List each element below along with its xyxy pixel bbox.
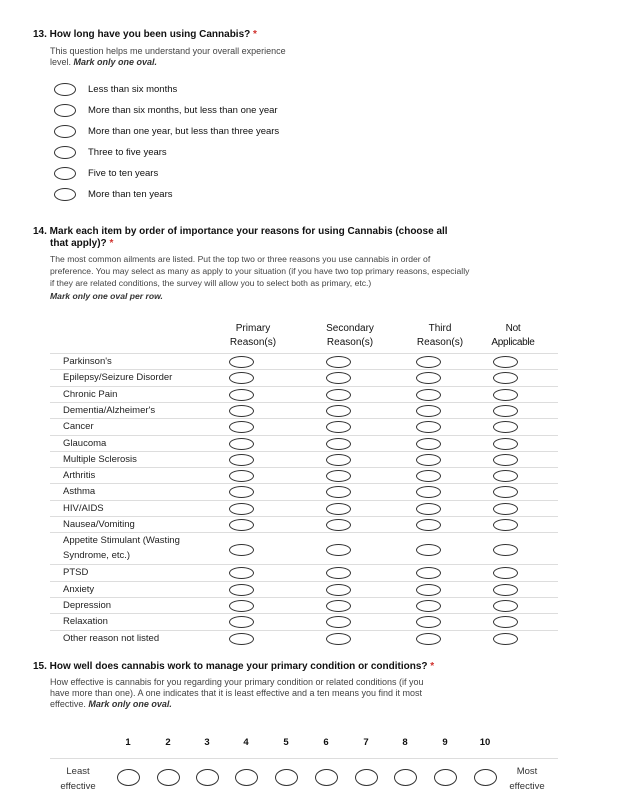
q14-row — [50, 386, 558, 402]
q14-row — [50, 581, 558, 597]
col-header-not-applicable: Not Applicable — [491, 323, 535, 348]
radio-oval[interactable] — [229, 519, 254, 531]
q13-option-label: Three to five years — [88, 146, 167, 158]
q15-help-line3: effective. Mark only one oval. — [50, 699, 172, 709]
radio-oval[interactable] — [493, 405, 518, 417]
radio-oval[interactable] — [493, 454, 518, 466]
q13-option[interactable] — [54, 101, 278, 119]
q13-option-label: More than six months, but less than one year — [88, 104, 278, 116]
q14-row — [50, 516, 558, 532]
q14-row — [50, 353, 558, 369]
q13-option[interactable] — [54, 185, 173, 203]
q14-row — [50, 613, 558, 629]
q14-row-label: Chronic Pain — [63, 388, 118, 400]
q15-scale-number: 6 — [323, 737, 329, 748]
q15-scale-oval[interactable] — [315, 769, 338, 786]
radio-oval[interactable] — [229, 421, 254, 433]
q15-scale-oval[interactable] — [394, 769, 417, 786]
radio-oval[interactable] — [229, 544, 254, 556]
radio-oval[interactable] — [229, 600, 254, 612]
q13-option[interactable] — [54, 143, 167, 161]
radio-oval[interactable] — [493, 470, 518, 482]
q14-row — [50, 402, 558, 418]
radio-oval[interactable] — [493, 633, 518, 645]
q13-required-mark: * — [253, 29, 257, 40]
col-header-third: Third Reason(s) — [416, 323, 464, 348]
radio-oval[interactable] — [416, 600, 441, 612]
radio-oval[interactable] — [326, 519, 351, 531]
q15-scale-number: 5 — [283, 737, 289, 748]
q15-scale-oval[interactable] — [117, 769, 140, 786]
radio-oval[interactable] — [416, 486, 441, 498]
q13-option[interactable] — [54, 164, 158, 182]
radio-oval[interactable] — [493, 356, 518, 368]
radio-oval[interactable] — [493, 421, 518, 433]
q15-scale-number: 1 — [125, 737, 131, 748]
q15-instruction: Mark only one oval. — [88, 699, 172, 709]
q15-scale-number: 8 — [402, 737, 408, 748]
radio-oval[interactable] — [229, 616, 254, 628]
radio-oval[interactable] — [326, 503, 351, 515]
radio-oval[interactable] — [326, 633, 351, 645]
radio-oval[interactable] — [326, 389, 351, 401]
radio-oval[interactable] — [229, 503, 254, 515]
radio-oval[interactable] — [416, 356, 441, 368]
radio-oval[interactable] — [416, 389, 441, 401]
radio-oval[interactable] — [229, 438, 254, 450]
radio-oval[interactable] — [326, 454, 351, 466]
q13-option[interactable] — [54, 122, 279, 140]
radio-oval[interactable] — [493, 372, 518, 384]
radio-oval[interactable] — [229, 356, 254, 368]
q14-required-mark: * — [109, 238, 114, 249]
q14-row-label: Arthritis — [63, 470, 96, 482]
q14-row-label: Anxiety — [63, 583, 95, 595]
q14-help — [50, 253, 469, 302]
radio-oval[interactable] — [326, 372, 351, 384]
radio-oval[interactable] — [416, 519, 441, 531]
radio-oval[interactable] — [493, 600, 518, 612]
radio-oval[interactable] — [326, 616, 351, 628]
radio-oval[interactable] — [416, 470, 441, 482]
radio-oval[interactable] — [416, 584, 441, 596]
radio-oval[interactable] — [229, 372, 254, 384]
q15-scale-oval[interactable] — [355, 769, 378, 786]
q14-row-label: Parkinson's — [63, 356, 112, 367]
radio-oval[interactable] — [326, 405, 351, 417]
q13-instruction: Mark only one oval. — [73, 57, 158, 67]
radio-oval[interactable] — [229, 633, 254, 645]
radio-oval[interactable] — [326, 567, 351, 579]
q15-scale-number: 7 — [363, 737, 369, 748]
radio-oval[interactable] — [493, 389, 518, 401]
q14-row-label: HIV/AIDS — [63, 502, 104, 514]
radio-oval[interactable] — [493, 486, 518, 498]
q14-row-label: Nausea/Vomiting — [63, 519, 135, 530]
radio-oval[interactable] — [416, 503, 441, 515]
radio-oval[interactable] — [54, 104, 76, 117]
radio-oval[interactable] — [54, 167, 76, 180]
q14-row-label: Cancer — [63, 421, 94, 433]
q13-option[interactable] — [54, 80, 177, 98]
radio-oval[interactable] — [416, 544, 441, 556]
radio-oval[interactable] — [326, 486, 351, 498]
radio-oval[interactable] — [416, 633, 441, 645]
q15-most-label: Most effective — [509, 766, 545, 792]
q15-title-text: 15. How well does cannabis work to manage your primary condition or conditions? — [33, 661, 428, 672]
radio-oval[interactable] — [229, 405, 254, 417]
q14-row-label: Epilepsy/Seizure Disorder — [63, 372, 173, 384]
radio-oval[interactable] — [54, 125, 76, 138]
q13-title — [33, 29, 257, 41]
q13-option-label: Less than six months — [88, 83, 178, 95]
col-header-secondary: Secondary Reason(s) — [326, 323, 374, 348]
radio-oval[interactable] — [326, 544, 351, 556]
q14-row — [50, 451, 558, 467]
radio-oval[interactable] — [416, 372, 441, 384]
radio-oval[interactable] — [229, 567, 254, 579]
radio-oval[interactable] — [493, 503, 518, 515]
q15-scale-divider — [50, 758, 558, 759]
radio-oval[interactable] — [326, 421, 351, 433]
radio-oval[interactable] — [416, 454, 441, 466]
q15-scale-oval[interactable] — [434, 769, 457, 786]
q15-scale-oval[interactable] — [235, 769, 258, 786]
radio-oval[interactable] — [493, 438, 518, 450]
radio-oval[interactable] — [493, 616, 518, 628]
q15-scale-oval[interactable] — [275, 769, 298, 786]
radio-oval[interactable] — [229, 584, 254, 596]
radio-oval[interactable] — [416, 567, 441, 579]
radio-oval[interactable] — [493, 584, 518, 596]
radio-oval[interactable] — [326, 438, 351, 450]
radio-oval[interactable] — [493, 519, 518, 531]
q13-option-label: More than ten years — [88, 188, 173, 200]
q15-scale-number: 2 — [165, 737, 171, 748]
radio-oval[interactable] — [416, 405, 441, 417]
q14-row-label: Appetite Stimulant (Wasting Syndrome, etc.) — [63, 535, 180, 562]
q14-row — [50, 532, 558, 564]
q15-title — [33, 661, 434, 673]
radio-oval[interactable] — [54, 146, 76, 159]
q14-row — [50, 597, 558, 613]
q14-row — [50, 500, 558, 516]
q14-help-line2: preference. You may select as many as apply to your situation (if you have two top primary reasons, especially — [50, 266, 470, 276]
radio-oval[interactable] — [326, 470, 351, 482]
q15-scale-oval[interactable] — [157, 769, 180, 786]
q14-row-label: Asthma — [63, 486, 96, 498]
radio-oval[interactable] — [229, 470, 254, 482]
radio-oval[interactable] — [416, 616, 441, 628]
q13-help — [50, 46, 286, 68]
radio-oval[interactable] — [54, 188, 76, 201]
q15-scale-number: 3 — [204, 737, 210, 748]
q14-title — [33, 226, 448, 250]
q14-row-label: Relaxation — [63, 616, 108, 628]
radio-oval[interactable] — [326, 600, 351, 612]
radio-oval[interactable] — [416, 421, 441, 433]
q13-help-line1: This question helps me understand your overall experience — [50, 46, 286, 56]
radio-oval[interactable] — [493, 544, 518, 556]
q15-help — [50, 677, 424, 710]
q15-scale-number: 4 — [243, 737, 249, 748]
q14-row — [50, 564, 558, 580]
q14-help-line3: if they are related conditions, the survey will allow you to select both as primary, etc.) — [50, 278, 372, 288]
radio-oval[interactable] — [229, 486, 254, 498]
q14-row-label: Multiple Sclerosis — [63, 453, 137, 465]
radio-oval[interactable] — [326, 584, 351, 596]
q14-title-line2: that apply)? * — [50, 238, 114, 249]
q14-row — [50, 630, 558, 646]
q15-least-label: Least effective — [60, 766, 96, 792]
q13-title-text: 13. How long have you been using Cannabis? — [33, 29, 251, 40]
radio-oval[interactable] — [416, 438, 441, 450]
q15-scale-oval[interactable] — [474, 769, 497, 786]
radio-oval[interactable] — [54, 83, 76, 96]
q15-scale-number: 9 — [442, 737, 448, 748]
q14-row — [50, 418, 558, 434]
q14-row — [50, 467, 558, 483]
col-header-primary: Primary Reason(s) — [229, 323, 277, 348]
q14-row-label: Other reason not listed — [63, 632, 160, 644]
q15-scale-oval[interactable] — [196, 769, 219, 786]
q13-help-line2: level. Mark only one oval. — [50, 57, 158, 67]
q14-title-line1: 14. Mark each item by order of importance your reasons for using Cannabis (choose all — [33, 226, 448, 237]
q14-row — [50, 369, 558, 385]
q15-scale-number: 10 — [479, 737, 491, 748]
q14-instruction: Mark only one oval per row. — [50, 291, 163, 301]
q14-row-label: PTSD — [63, 567, 89, 579]
q14-row-label: Dementia/Alzheimer's — [63, 404, 156, 416]
radio-oval[interactable] — [229, 454, 254, 466]
q14-row-label: Depression — [63, 599, 112, 611]
q15-required-mark: * — [430, 661, 435, 672]
q13-option-label: More than one year, but less than three years — [88, 125, 280, 137]
radio-oval[interactable] — [493, 567, 518, 579]
q15-help-line1: How effective is cannabis for you regarding your primary condition or related conditions (if you — [50, 677, 424, 687]
q15-help-line2: have more than one). A one indicates that it is least effective and a ten means you find it most — [50, 688, 423, 698]
q13-option-label: Five to ten years — [88, 167, 159, 179]
q14-row-label: Glaucoma — [63, 437, 107, 449]
q14-row — [50, 483, 558, 499]
q14-row — [50, 435, 558, 451]
radio-oval[interactable] — [326, 356, 351, 368]
radio-oval[interactable] — [229, 389, 254, 401]
q14-help-line1: The most common ailments are listed. Put the top two or three reasons you use cannabis in order of — [50, 254, 431, 264]
